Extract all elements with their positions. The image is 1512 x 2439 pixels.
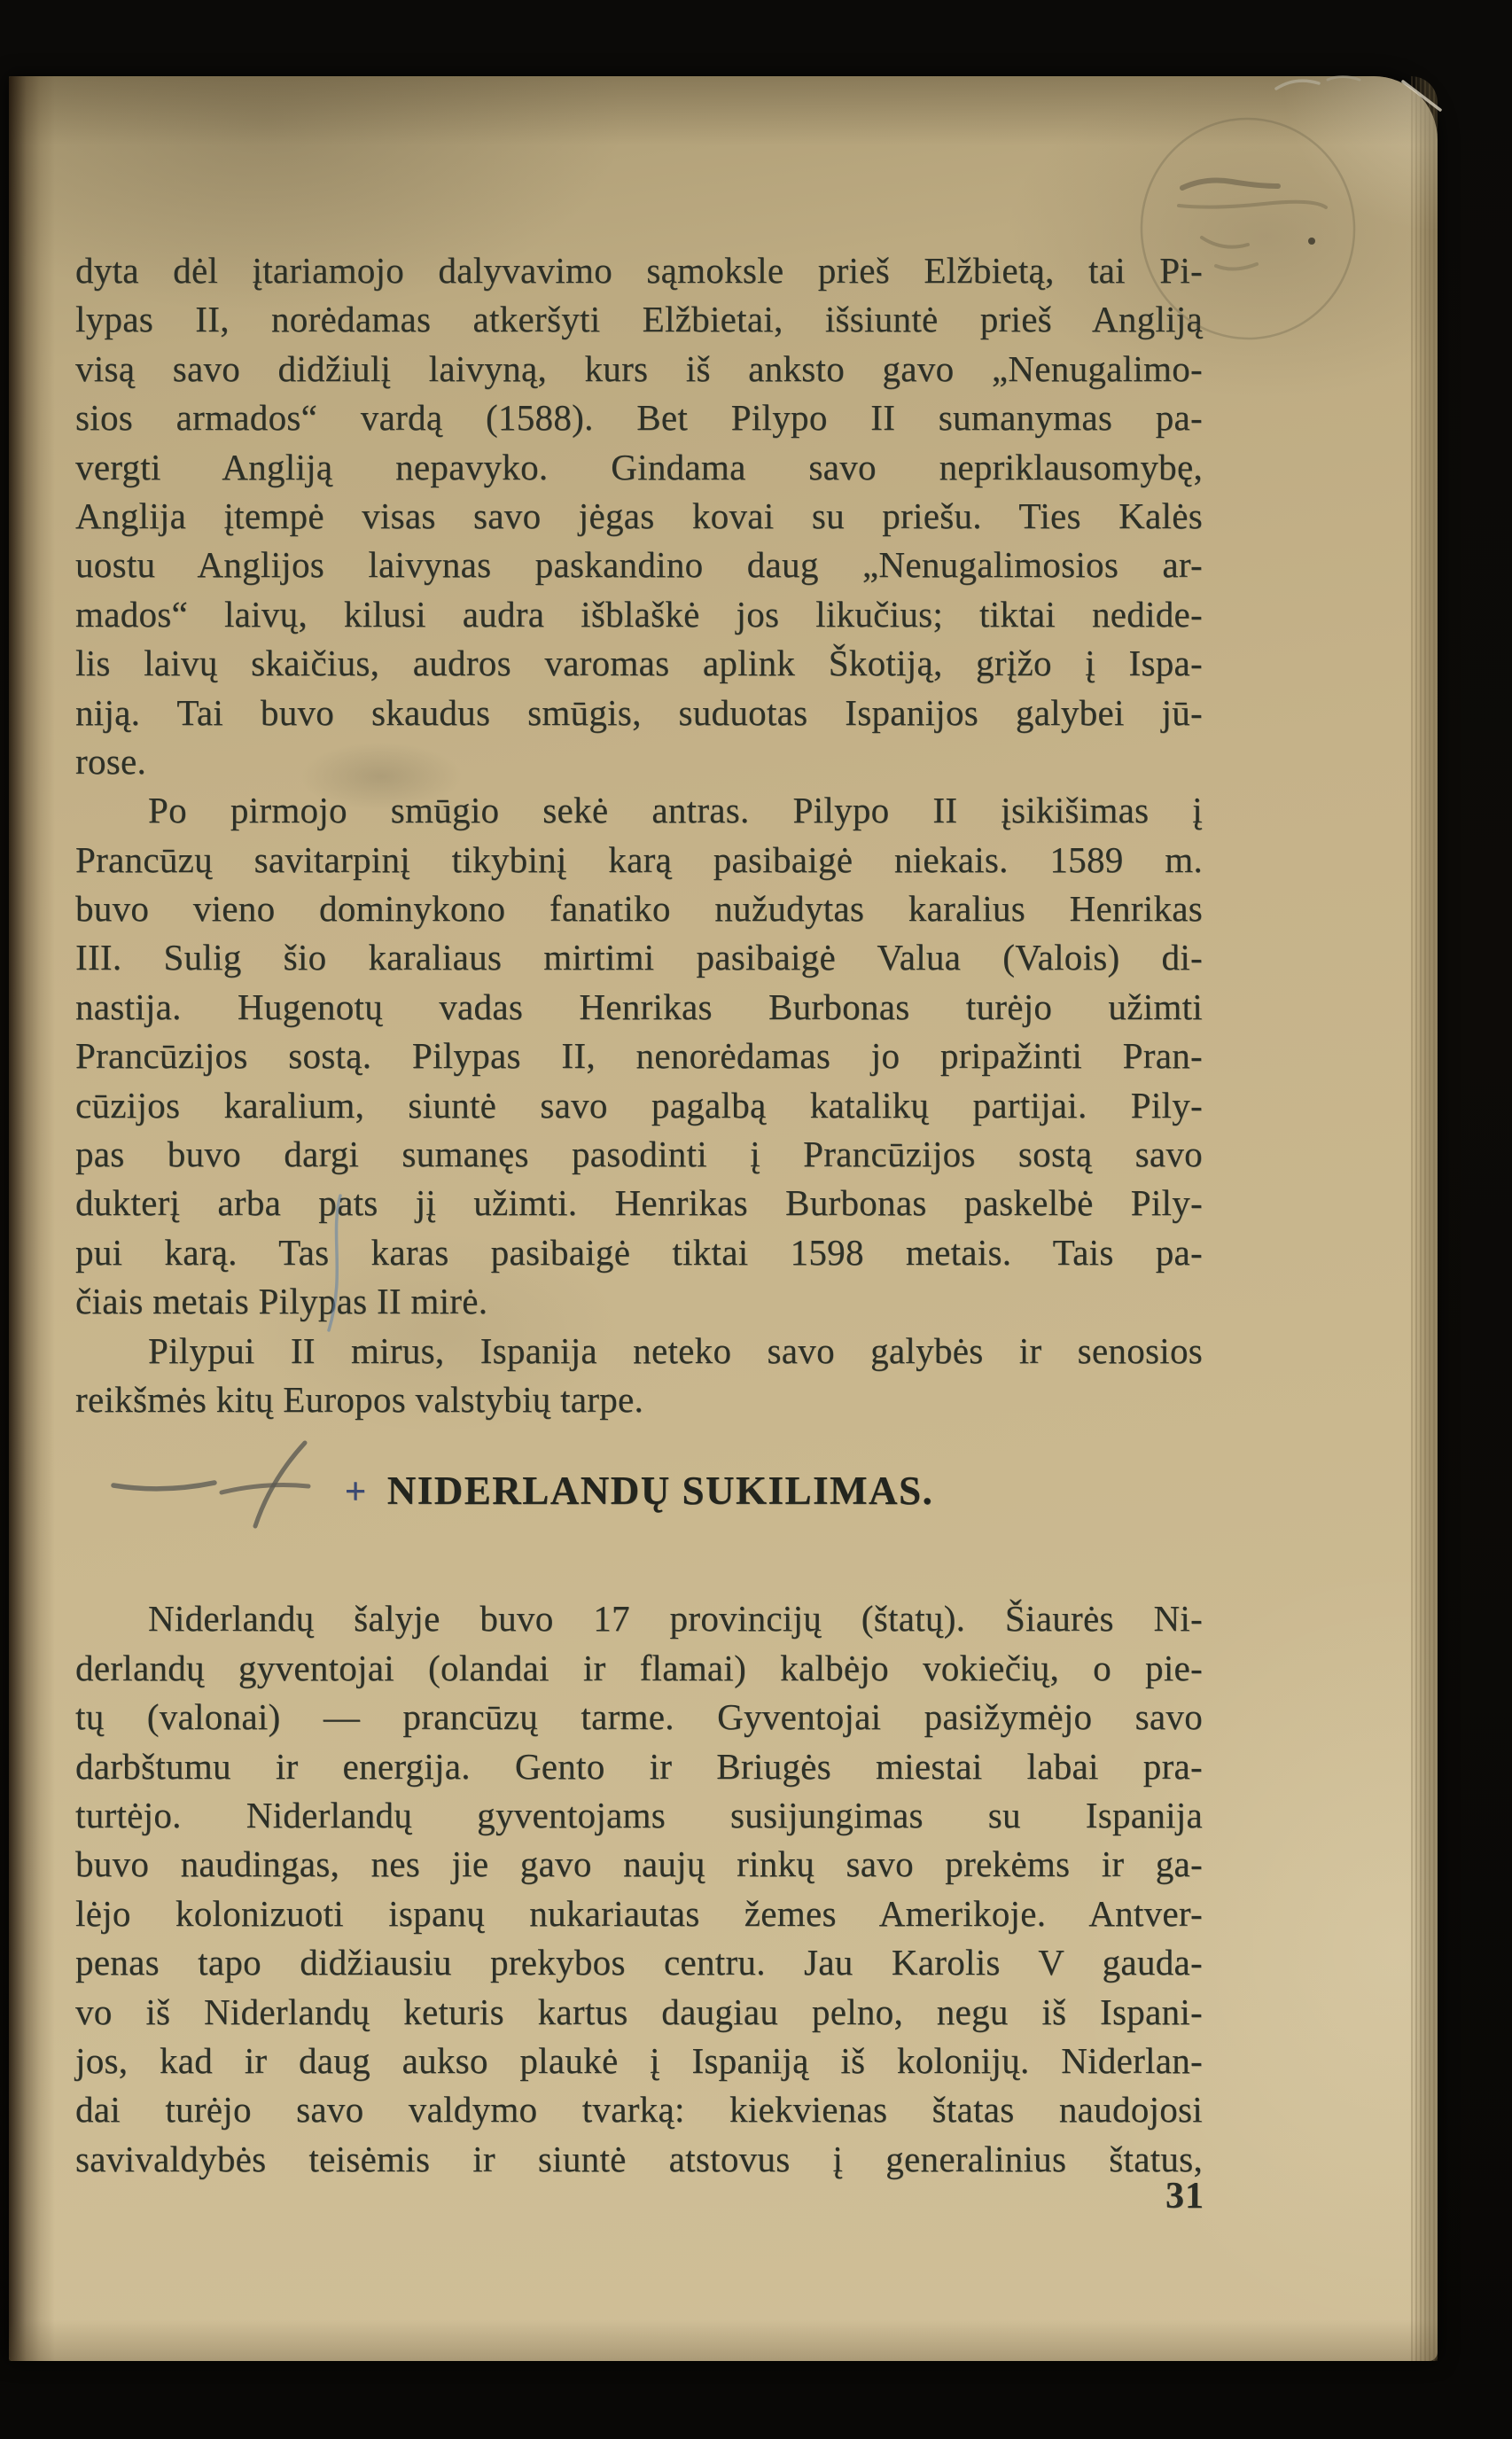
text-line: Prancūzų savitarpinį tikybinį karą pasibaigė niekais. 1589 m. bbox=[75, 838, 1203, 880]
text-line: pui karą. Tas karas pasibaigė tiktai 1598 metais. Tais pa- bbox=[75, 1231, 1203, 1273]
text-line: vo iš Niderlandų keturis kartus daugiau pelno, negu iš Ispani- bbox=[75, 1991, 1203, 2032]
text-line: lypas II, norėdamas atkeršyti Elžbietai, išsiuntė prieš Angliją bbox=[75, 299, 1203, 340]
text-line: rose. bbox=[75, 740, 147, 782]
text-line: jos, kad ir daug aukso plaukė į Ispaniją iš kolonijų. Niderlan- bbox=[75, 2039, 1203, 2081]
text-line: Prancūzijos sostą. Pilypas II, nenorėdamas jo pripažinti Pran- bbox=[75, 1035, 1203, 1077]
text-line: nastija. Hugenotų vadas Henrikas Burbonas turėjo užimti bbox=[75, 986, 1203, 1027]
text-line: uostu Anglijos laivynas paskandino daug „Nenugalimosios ar- bbox=[75, 544, 1203, 586]
section-heading bbox=[75, 1465, 1203, 1516]
text-line: lėjo kolonizuoti ispanų nukariautas žemes Amerikoje. Antver- bbox=[75, 1892, 1203, 1934]
text-line: buvo vieno dominykono fanatiko nužudytas karalius Henrikas bbox=[75, 888, 1203, 930]
text-line: buvo naudingas, nes jie gavo naujų rinkų savo prekėms ir ga- bbox=[75, 1843, 1203, 1885]
text-line: penas tapo didžiausiu prekybos centru. Jau Karolis V gauda- bbox=[75, 1942, 1203, 1983]
text-line: III. Sulig šio karaliaus mirtimi pasibaigė Valua (Valois) di- bbox=[75, 937, 1203, 978]
paragraph bbox=[75, 786, 1203, 1326]
text-line: darbštumu ir energija. Gento ir Briugės miestai labai pra- bbox=[75, 1745, 1203, 1787]
text-line: Niderlandų šalyje buvo 17 provincijų (štatų). Šiaurės Ni- bbox=[148, 1598, 1203, 1640]
text-line: vergti Angliją nepavyko. Gindama savo nepriklausomybę, bbox=[75, 446, 1203, 487]
page-block-edge bbox=[1411, 76, 1438, 2361]
text-line: dai turėjo savo valdymo tvarką: kiekvienas štatas naudojosi bbox=[75, 2089, 1203, 2131]
spine-shadow bbox=[9, 76, 55, 2361]
text-line: pas buvo dargi sumanęs pasodinti į Prancūzijos sostą savo bbox=[75, 1134, 1203, 1175]
heading-text: NIDERLANDŲ SUKILIMAS. bbox=[386, 1469, 934, 1514]
page-number: 31 bbox=[1165, 2176, 1204, 2217]
page-bottom-shadow bbox=[9, 2320, 1438, 2361]
text-line: Pilypui II mirus, Ispanija neteko savo galybės ir senosios bbox=[148, 1329, 1203, 1371]
text-line: derlandų gyventojai (olandai ir flamai) kalbėjo vokiečių, o pie- bbox=[75, 1647, 1203, 1688]
text-line: sios armados“ vardą (1588). Bet Pilypo II sumanymas pa- bbox=[75, 397, 1203, 439]
text-line: reikšmės kitų Europos valstybių tarpe. bbox=[75, 1378, 644, 1420]
text-line: savivaldybės teisėmis ir siuntė atstovus į generalinius štatus, bbox=[75, 2138, 1203, 2179]
paragraph bbox=[75, 1327, 1203, 1425]
paragraph bbox=[75, 246, 1203, 786]
text-line: niją. Tai buvo skaudus smūgis, suduotas Ispanijos galybei jū- bbox=[75, 691, 1203, 733]
text-line: čiais metais Pilypas II mirė. bbox=[75, 1281, 488, 1322]
page-text bbox=[75, 246, 1203, 2184]
paragraph bbox=[75, 1594, 1203, 2184]
ink-cross-mark: + bbox=[344, 1471, 368, 1514]
text-line: cūzijos karalium, siuntė savo pagalbą katalikų partijai. Pily- bbox=[75, 1084, 1203, 1126]
text-line: lis laivų skaičius, audros varomas aplink Škotiją, grįžo į Ispa- bbox=[75, 643, 1203, 684]
text-line: dyta dėl įtariamojo dalyvavimo sąmoksle prieš Elžbietą, tai Pi- bbox=[75, 250, 1203, 291]
corner-highlight bbox=[1251, 76, 1438, 253]
text-line: visą savo didžiulį laivyną, kurs iš anksto gavo „Nenugalimo- bbox=[75, 347, 1203, 389]
text-line: dukterį arba pats jį užimti. Henrikas Burbonas paskelbė Pily- bbox=[75, 1182, 1203, 1224]
text-line: turtėjo. Niderlandų gyventojams susijungimas su Ispanija bbox=[75, 1794, 1203, 1835]
text-line: mados“ laivų, kilusi audra išblaškė jos likučius; tiktai nedide- bbox=[75, 593, 1203, 635]
text-line: Anglija įtempė visas savo jėgas kovai su priešu. Ties Kalės bbox=[75, 495, 1203, 536]
book-page bbox=[9, 76, 1438, 2361]
text-line: tų (valonai) — prancūzų tarme. Gyventojai pasižymėjo savo bbox=[75, 1696, 1203, 1738]
text-line: Po pirmojo smūgio sekė antras. Pilypo II įsikišimas į bbox=[148, 790, 1203, 831]
page-top-shadow bbox=[9, 76, 1438, 145]
